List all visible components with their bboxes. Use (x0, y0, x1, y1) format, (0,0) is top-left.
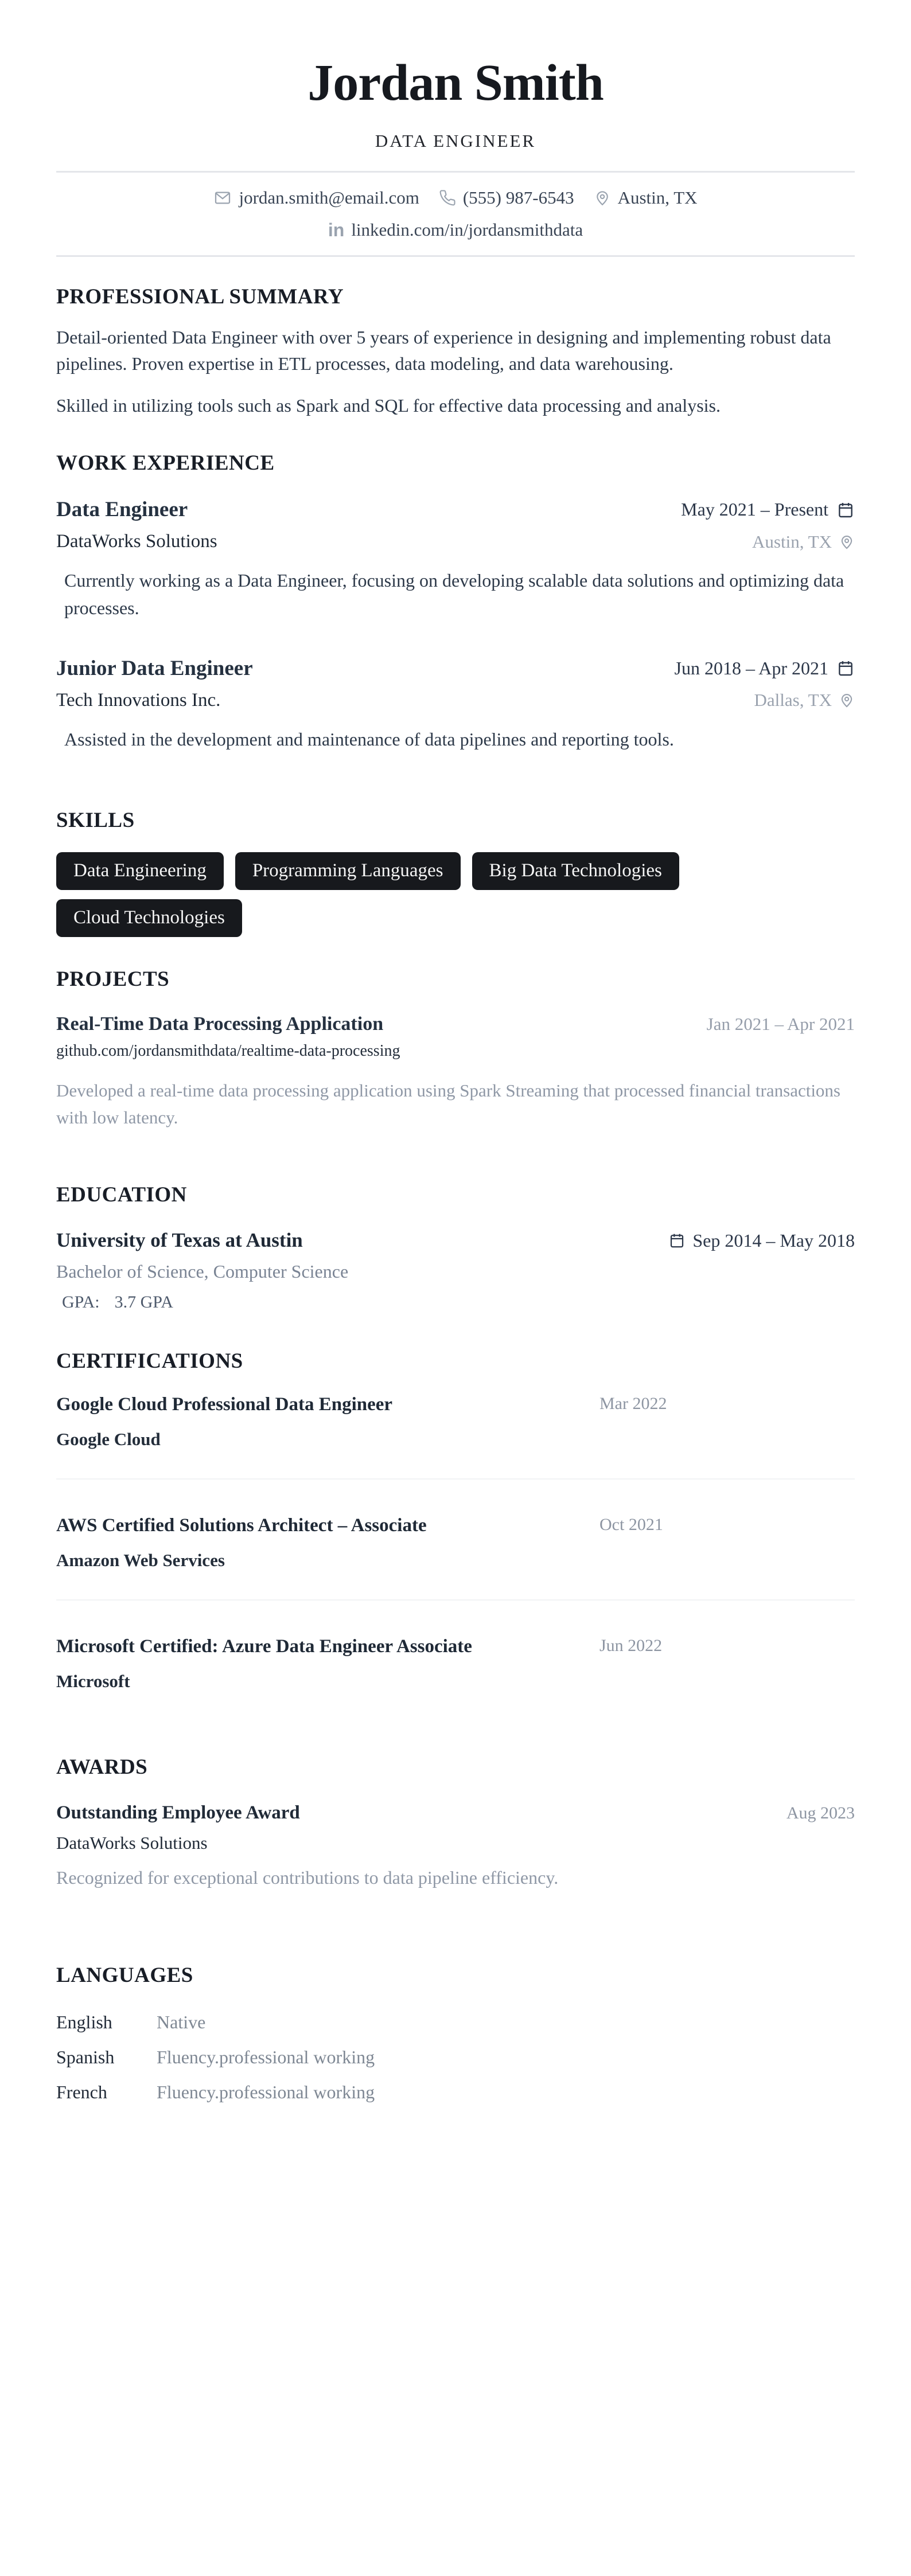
education-entry (56, 1229, 855, 1312)
project-description: Developed a real-time data processing application using Spark Streaming that processed financial transactions with low latency. (56, 1080, 840, 1127)
envelope-icon (213, 189, 232, 207)
section-languages (56, 1963, 855, 2103)
certification-issuer: Amazon Web Services (56, 1550, 225, 1571)
award-entry (56, 1802, 855, 1888)
job-location-text: Austin, TX (752, 531, 832, 552)
language-level: Native (157, 2012, 206, 2033)
location-pin-icon (839, 692, 855, 708)
contact-location (594, 188, 698, 208)
certification-entry (56, 1394, 855, 1450)
certification-name: AWS Certified Solutions Architect – Associate (56, 1515, 427, 1536)
section-work-experience (56, 451, 855, 753)
award-title-row (56, 1802, 855, 1824)
certifications-heading: CERTIFICATIONS (56, 1349, 243, 1373)
summary-paragraph: Skilled in utilizing tools such as Spark and SQL for effective data processing and analysis. (56, 395, 721, 416)
skill-chip: Data Engineering (56, 852, 224, 890)
job-company-row (56, 531, 855, 552)
languages-heading: LANGUAGES (56, 1964, 193, 1988)
skill-chip: Cloud Technologies (56, 899, 242, 937)
job-entry (56, 497, 855, 622)
job-dates (681, 499, 855, 520)
phone-icon (439, 189, 456, 206)
skill-chip: Big Data Technologies (472, 852, 679, 890)
calendar-icon (836, 501, 855, 519)
work-heading: WORK EXPERIENCE (56, 451, 275, 475)
contact-row-secondary (56, 220, 855, 240)
certification-issuer: Google Cloud (56, 1429, 161, 1450)
certification-date: Oct 2021 (599, 1515, 663, 1535)
job-dates-text: May 2021 – Present (681, 499, 828, 520)
language-list (56, 2012, 855, 2103)
language-row (56, 2047, 855, 2068)
project-title: Real-Time Data Processing Application (56, 1013, 384, 1035)
certification-date: Mar 2022 (599, 1394, 667, 1414)
skill-chip: Programming Languages (235, 852, 461, 890)
job-description: Assisted in the development and maintenance of data pipelines and reporting tools. (64, 728, 674, 750)
education-dates-text: Sep 2014 – May 2018 (692, 1230, 855, 1251)
job-entry (56, 656, 855, 753)
education-title-row (56, 1229, 855, 1252)
contact-location-text: Austin, TX (617, 188, 698, 208)
projects-heading: PROJECTS (56, 967, 170, 992)
certification-entry (56, 1636, 855, 1692)
job-company-row (56, 690, 855, 711)
header-divider-bottom (56, 255, 855, 257)
job-location (754, 690, 855, 711)
project-dates: Jan 2021 – Apr 2021 (706, 1014, 855, 1035)
job-title-row (56, 656, 855, 681)
awards-heading: AWARDS (56, 1755, 148, 1779)
contact-phone[interactable] (439, 188, 574, 208)
location-pin-icon (594, 189, 611, 206)
language-name: French (56, 2082, 107, 2103)
language-level: Fluency.professional working (157, 2082, 375, 2103)
section-projects (56, 967, 855, 1131)
language-name: Spanish (56, 2047, 115, 2068)
certification-divider (56, 1599, 855, 1601)
skills-heading: SKILLS (56, 809, 135, 833)
project-entry (56, 1013, 855, 1131)
language-name: English (56, 2012, 112, 2033)
gpa-value: 3.7 GPA (114, 1293, 173, 1312)
candidate-title: DATA ENGINEER (375, 131, 536, 151)
certification-name: Google Cloud Professional Data Engineer (56, 1394, 393, 1415)
contact-phone-text: (555) 987-6543 (462, 188, 574, 208)
language-level: Fluency.professional working (157, 2047, 375, 2068)
education-heading: EDUCATION (56, 1183, 187, 1207)
education-school: University of Texas at Austin (56, 1229, 303, 1252)
certification-issuer: Microsoft (56, 1671, 130, 1692)
project-link[interactable]: github.com/jordansmithdata/realtime-data-processing (56, 1042, 400, 1060)
summary-paragraph: Detail-oriented Data Engineer with over 5 years of experience in designing and implementing robust data pipelines. Proven expertise in ETL processes, data modeling, and data warehousing. (56, 327, 831, 374)
contact-row-primary (56, 188, 855, 208)
job-location (752, 532, 855, 552)
section-skills (56, 808, 855, 937)
language-row (56, 2082, 855, 2103)
job-title: Data Engineer (56, 498, 188, 522)
section-education (56, 1182, 855, 1312)
contact-linkedin-text: linkedin.com/in/jordansmithdata (351, 220, 583, 240)
certification-entry (56, 1515, 855, 1571)
education-gpa (56, 1293, 855, 1312)
certification-divider (56, 1478, 855, 1480)
candidate-name: Jordan Smith (307, 54, 604, 111)
skills-chip-list (56, 852, 855, 937)
award-date: Aug 2023 (786, 1803, 855, 1822)
language-row (56, 2012, 855, 2033)
job-company: Tech Innovations Inc. (56, 689, 221, 711)
gpa-label: GPA: (62, 1293, 100, 1312)
job-location-text: Dallas, TX (754, 690, 832, 711)
certification-date: Jun 2022 (599, 1636, 663, 1656)
location-pin-icon (839, 534, 855, 550)
section-certifications (56, 1349, 855, 1692)
contact-email-text: jordan.smith@email.com (239, 188, 419, 208)
project-title-row (56, 1013, 855, 1035)
award-description: Recognized for exceptional contributions to data pipeline efficiency. (56, 1867, 559, 1888)
education-degree: Bachelor of Science, Computer Science (56, 1261, 349, 1282)
contact-email[interactable] (213, 188, 419, 208)
job-company: DataWorks Solutions (56, 531, 217, 552)
contact-linkedin[interactable] (328, 220, 583, 240)
job-title-row (56, 497, 855, 522)
linkedin-icon: in (328, 220, 345, 240)
calendar-icon (836, 659, 855, 677)
award-title: Outstanding Employee Award (56, 1802, 300, 1824)
award-issuer: DataWorks Solutions (56, 1833, 208, 1853)
calendar-icon (668, 1232, 686, 1249)
job-title: Junior Data Engineer (56, 656, 253, 680)
header-divider-top (56, 171, 855, 173)
summary-heading: PROFESSIONAL SUMMARY (56, 285, 344, 309)
job-dates (675, 658, 855, 679)
job-dates-text: Jun 2018 – Apr 2021 (674, 657, 828, 678)
job-description: Currently working as a Data Engineer, focusing on developing scalable data solutions and optimizing data processes. (64, 570, 844, 618)
education-dates (668, 1230, 855, 1251)
certification-name: Microsoft Certified: Azure Data Engineer Associate (56, 1636, 472, 1657)
section-professional-summary (56, 284, 855, 419)
resume-header (56, 54, 855, 151)
section-awards (56, 1755, 855, 1888)
